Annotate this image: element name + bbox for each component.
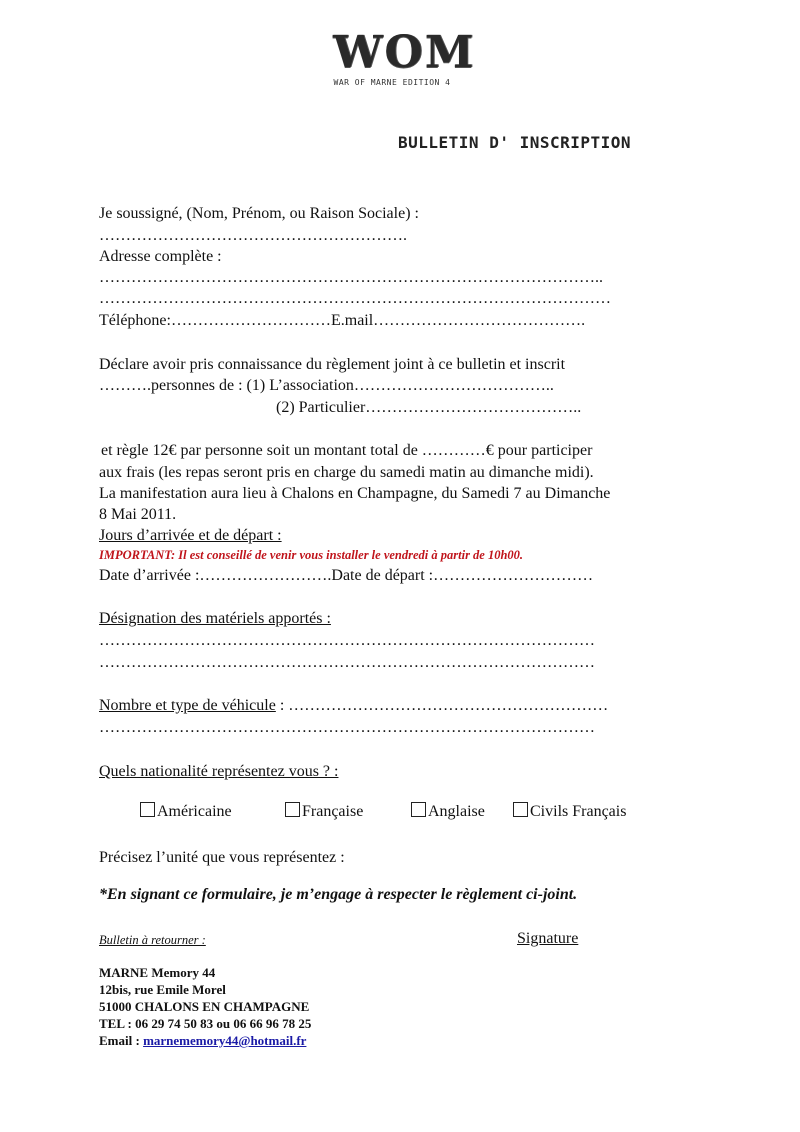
checkbox-francaise[interactable] bbox=[285, 802, 300, 817]
unit-field[interactable]: Précisez l’unité que vous représentez : bbox=[99, 849, 345, 866]
nationality-option-civils[interactable] bbox=[513, 802, 626, 821]
address-tel: TEL : 06 29 74 50 83 ou 06 66 96 78 25 bbox=[99, 1016, 312, 1031]
declare-text: Déclare avoir pris connaissance du règlement joint à ce bulletin et inscrit bbox=[99, 356, 566, 373]
vehicle-field-2[interactable]: ………………………………………………………………………………… bbox=[99, 719, 595, 736]
nationality-option-francaise[interactable] bbox=[285, 802, 363, 821]
wom-logo bbox=[333, 27, 476, 87]
vehicle-field[interactable]: : …………………………………………………… bbox=[275, 697, 609, 714]
important-note: IMPORTANT: Il est conseillé de venir vous installer le vendredi à partir de 10h00. bbox=[99, 548, 524, 562]
logo-text: WOM bbox=[333, 27, 476, 78]
persons-particulier-field[interactable]: (2) Particulier………………………………….. bbox=[276, 399, 582, 416]
signature-label: Signature bbox=[517, 930, 579, 947]
address-city: 51000 CHALONS EN CHAMPAGNE bbox=[99, 999, 310, 1014]
form-title: BULLETIN D' INSCRIPTION bbox=[398, 133, 632, 152]
label-americaine: Américaine bbox=[157, 803, 232, 820]
email-link[interactable]: marnememory44@hotmail.fr bbox=[143, 1033, 307, 1048]
label-civils: Civils Français bbox=[530, 803, 627, 820]
return-label: Bulletin à retourner : bbox=[99, 933, 206, 947]
pledge-text: *En signant ce formulaire, je m’engage à respecter le règlement ci-joint. bbox=[99, 886, 578, 903]
checkbox-civils[interactable] bbox=[513, 802, 528, 817]
address-field-1[interactable]: ………………………………………………………………………………….. bbox=[99, 269, 603, 286]
materials-field-1[interactable]: ………………………………………………………………………………… bbox=[99, 632, 595, 649]
address-org: MARNE Memory 44 bbox=[99, 965, 216, 980]
materials-heading: Désignation des matériels apportés : bbox=[99, 610, 331, 627]
vehicle-row bbox=[99, 697, 608, 715]
address-street: 12bis, rue Emile Morel bbox=[99, 982, 226, 997]
dates-field[interactable]: Date d’arrivée :…………………….Date de départ :………………………… bbox=[99, 567, 594, 584]
address-email-label: Email : bbox=[99, 1033, 144, 1048]
vehicle-heading: Nombre et type de véhicule bbox=[99, 697, 276, 714]
event-text-2: 8 Mai 2011. bbox=[99, 506, 177, 523]
nationality-option-anglaise[interactable] bbox=[411, 802, 485, 821]
address-field-2[interactable]: …………………………………………………………………………………… bbox=[99, 290, 611, 307]
days-heading: Jours d’arrivée et de départ : bbox=[99, 527, 282, 544]
label-anglaise: Anglaise bbox=[428, 803, 485, 820]
payment-text-1: et règle 12€ par personne soit un montant total de …………€ pour participer bbox=[101, 442, 593, 459]
nationality-heading: Quels nationalité représentez vous ? : bbox=[99, 763, 339, 780]
name-field[interactable]: …………………………………………………. bbox=[99, 227, 407, 244]
name-label: Je soussigné, (Nom, Prénom, ou Raison Sociale) : bbox=[99, 205, 419, 222]
materials-field-2[interactable]: ………………………………………………………………………………… bbox=[99, 654, 595, 671]
payment-text-2: aux frais (les repas seront pris en charge du samedi matin au dimanche midi). bbox=[99, 464, 594, 481]
persons-association-field[interactable]: ……….personnes de : (1) L’association……………………………….. bbox=[99, 377, 554, 394]
address-email-row bbox=[99, 1033, 306, 1049]
phone-email-field[interactable]: Téléphone:…………………………E.mail…………………………………. bbox=[99, 312, 586, 329]
checkbox-americaine[interactable] bbox=[140, 802, 155, 817]
logo-subtitle: WAR OF MARNE EDITION 4 bbox=[333, 78, 451, 87]
checkbox-anglaise[interactable] bbox=[411, 802, 426, 817]
address-label: Adresse complète : bbox=[99, 248, 222, 265]
nationality-option-americaine[interactable] bbox=[140, 802, 232, 821]
event-text-1: La manifestation aura lieu à Chalons en Champagne, du Samedi 7 au Dimanche bbox=[99, 485, 611, 502]
label-francaise: Française bbox=[302, 803, 364, 820]
